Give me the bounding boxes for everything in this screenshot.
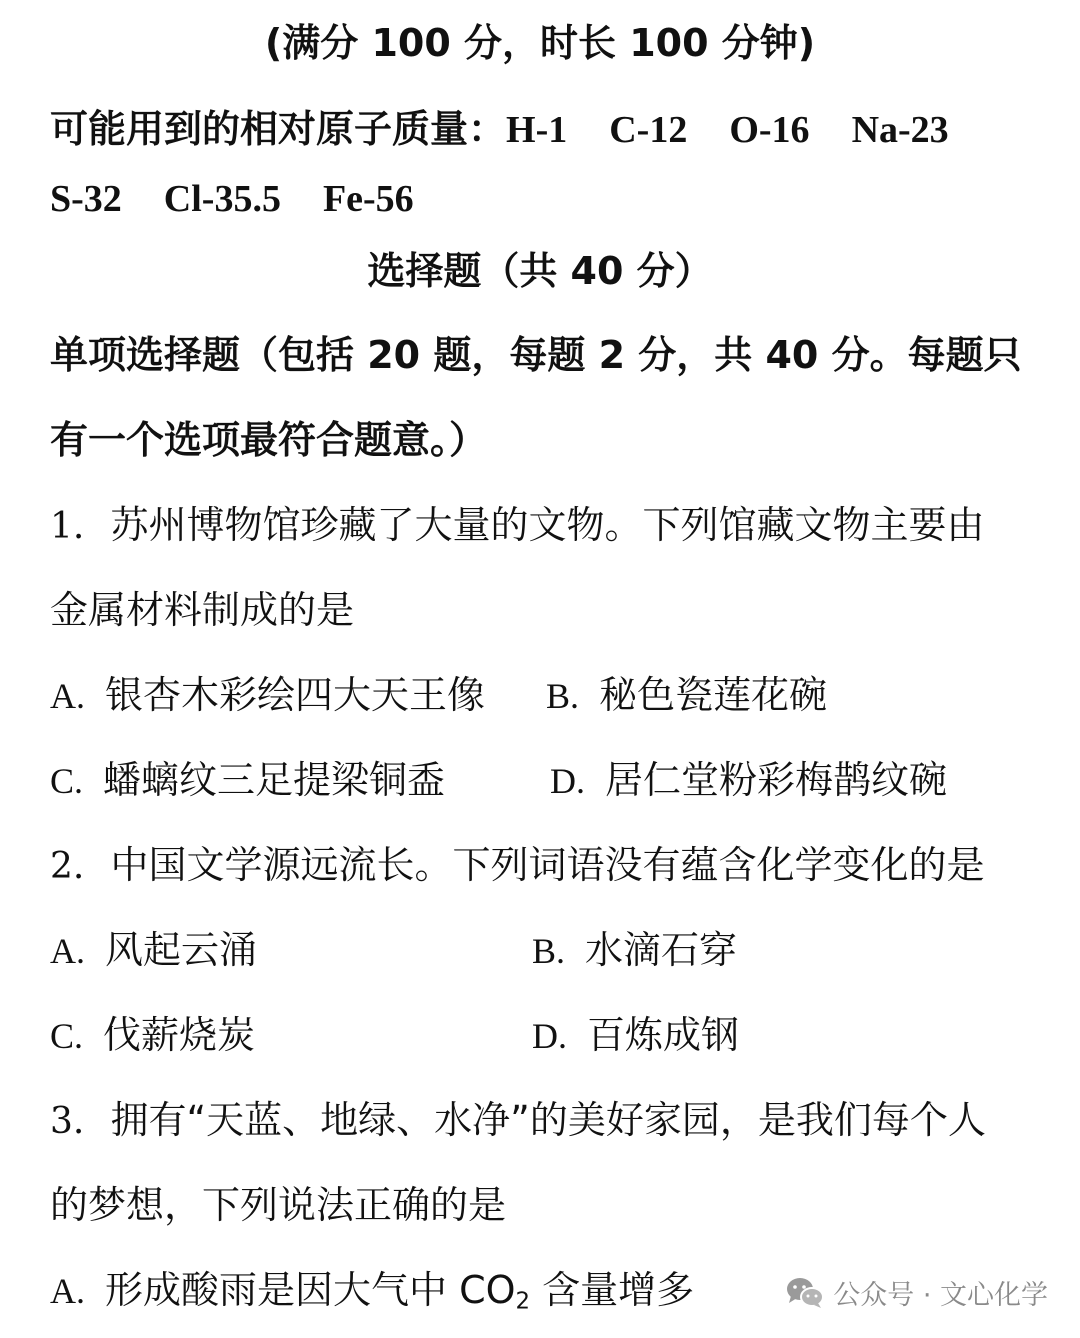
question-number: 1.: [50, 506, 85, 547]
option-text-before: 形成酸雨是因大气中 CO: [105, 1268, 516, 1312]
question-3-stem-line-2: 的梦想，下列说法正确的是: [50, 1183, 507, 1227]
question-number: 3.: [50, 1101, 85, 1142]
option-letter: C.: [50, 761, 84, 801]
option-text: 银杏木彩绘四大天王像: [105, 673, 486, 717]
wechat-icon: [785, 1276, 825, 1310]
option-text: 百炼成钢: [587, 1013, 740, 1057]
atomic-mass-o: O-16: [729, 109, 810, 151]
option-text: 蟠螭纹三足提梁铜盉: [103, 758, 446, 802]
option-text: 秘色瓷莲花碗: [599, 673, 828, 717]
subscript: 2: [515, 1288, 531, 1315]
atomic-mass-na: Na-23: [851, 109, 949, 151]
option-text: 居仁堂粉彩梅鹊纹碗: [605, 758, 948, 802]
option-letter: A.: [50, 676, 85, 716]
question-2-option-b: [532, 928, 738, 972]
question-3-option-a: [50, 1268, 695, 1315]
atomic-mass-line-1: [50, 107, 949, 151]
atomic-mass-fe: Fe-56: [322, 178, 414, 220]
question-2-option-d: [532, 1013, 740, 1057]
option-text-after: 含量增多: [530, 1268, 695, 1312]
section-title: 选择题（共 40 分）: [367, 249, 713, 293]
question-1-option-b: [546, 673, 828, 717]
atomic-mass-h: H-1: [506, 109, 568, 151]
question-1-stem-line-2: 金属材料制成的是: [50, 588, 355, 632]
question-3-stem: [50, 1098, 986, 1142]
option-text: 风起云涌: [105, 928, 258, 972]
question-2-option-a: [50, 928, 258, 972]
option-letter: A.: [50, 931, 85, 971]
option-letter: C.: [50, 1016, 84, 1056]
option-letter: A.: [50, 1271, 85, 1311]
watermark-text: 公众号 · 文心化学: [833, 1280, 1048, 1311]
question-2-stem: [50, 843, 985, 887]
atomic-mass-line-2: [50, 180, 414, 218]
score-time-header: (满分 100 分，时长 100 分钟): [264, 21, 816, 65]
option-letter: D.: [550, 761, 585, 801]
option-text: 伐薪烧炭: [103, 1013, 256, 1057]
question-number: 2.: [50, 846, 85, 887]
atomic-mass-label: 可能用到的相对原子质量：: [50, 107, 507, 151]
question-3-stem-line-1: 拥有“天蓝、地绿、水净”的美好家园，是我们每个人: [110, 1098, 986, 1142]
option-text: 水滴石穿: [585, 928, 738, 972]
section-instruction-line-2: 有一个选项最符合题意。）: [50, 418, 488, 462]
option-letter: B.: [532, 931, 566, 971]
question-1-option-d: [550, 758, 948, 802]
option-letter: B.: [546, 676, 580, 716]
atomic-mass-c: C-12: [609, 109, 688, 151]
atomic-mass-cl: Cl-35.5: [163, 178, 281, 220]
question-2-stem-line-1: 中国文学源远流长。下列词语没有蕴含化学变化的是: [110, 843, 985, 887]
question-1-stem-line-1: 苏州博物馆珍藏了大量的文物。下列馆藏文物主要由: [110, 503, 985, 547]
watermark: [785, 1273, 1048, 1312]
option-letter: D.: [532, 1016, 567, 1056]
question-1-option-a: [50, 673, 486, 717]
section-instruction-line-1: 单项选择题（包括 20 题，每题 2 分，共 40 分。每题只: [50, 333, 1022, 377]
question-2-option-c: [50, 1013, 256, 1057]
question-1-stem: [50, 503, 985, 547]
atomic-mass-s: S-32: [50, 178, 122, 220]
question-1-option-c: [50, 758, 446, 802]
